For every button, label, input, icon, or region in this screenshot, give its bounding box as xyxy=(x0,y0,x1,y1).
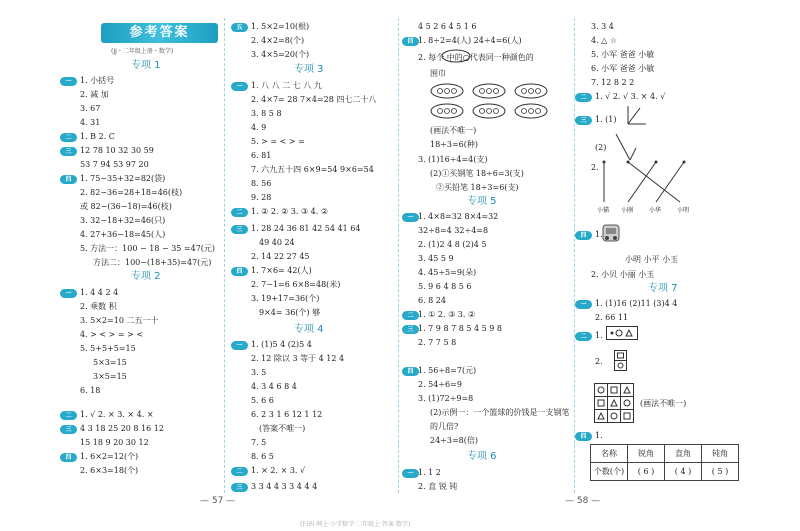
table-header: 钝角 xyxy=(702,445,739,463)
answer-line: 1. xyxy=(595,230,603,239)
answer-line: (2) xyxy=(595,143,607,152)
answer-line: 2. 82−36=28+18=46(枝) xyxy=(80,188,183,197)
part-badge: 三 xyxy=(60,147,77,156)
part-badge: 二 xyxy=(402,311,419,320)
answer-line: 53 7 94 53 97 20 xyxy=(80,160,149,169)
part-badge: 三 xyxy=(60,425,77,434)
name-label: 小猫 xyxy=(597,207,610,214)
part-badge: 一 xyxy=(60,289,77,298)
part-badge: 三 xyxy=(402,325,419,334)
part-badge: 四 xyxy=(60,453,77,462)
answer-line: 1. B 2. C xyxy=(80,132,115,141)
answer-line: 1. × 2. × 3. √ xyxy=(251,466,306,475)
object-picture xyxy=(602,223,620,243)
answer-line: 49 40 24 xyxy=(259,238,295,247)
column-divider xyxy=(224,18,225,493)
column-divider xyxy=(574,18,575,493)
answer-line: 3. 67 xyxy=(80,104,101,113)
answer-key-title: 参考答案 xyxy=(101,23,218,43)
answer-line: 2. 乘数 积 xyxy=(80,302,117,311)
answer-line: 1. 6×2=12(个) xyxy=(80,452,139,461)
oval-icon xyxy=(441,49,471,63)
answer-line: 2. (1)2 4 8 (2)4 5 xyxy=(418,240,487,249)
answer-line: 1. 8÷2=4(人) 24÷4=6(人) xyxy=(418,36,522,45)
answer-line: 2. 7 7 5 8 xyxy=(418,338,457,347)
answer-line: 5. 5+5+5=15 xyxy=(80,344,136,353)
section-title-4: 专项 4 xyxy=(294,324,324,335)
part-badge: 四 xyxy=(231,267,248,276)
answer-line: 2. xyxy=(591,163,599,172)
answer-key-subtitle: (JJ・二年级上册・数学) xyxy=(111,48,174,55)
answer-line: 1. √ 2. √ 3. × 4. √ xyxy=(595,92,666,101)
answer-line: 3 3 4 4 3 3 4 4 4 xyxy=(251,482,318,491)
part-badge: 三 xyxy=(231,483,248,492)
answer-line: 6. 8 24 xyxy=(418,296,446,305)
right-angle-figure xyxy=(618,106,648,130)
answer-line: 6. 18 xyxy=(80,386,101,395)
name-label: 小明 xyxy=(677,207,690,214)
answer-line: 24÷3=8(倍) xyxy=(430,436,479,445)
answer-line: 2. 小贝 小丽 小玉 xyxy=(591,270,655,279)
answer-line: 2. 14 22 27 45 xyxy=(251,252,310,261)
answer-line: 3. 5 xyxy=(251,368,267,377)
answer-line: 7. 12 8 2 2 xyxy=(591,78,635,87)
table-header: 名称 xyxy=(591,445,628,463)
answer-line: 3. 8 5 8 xyxy=(251,109,282,118)
answer-line: 1. 28 24 36 81 42 54 41 64 xyxy=(251,224,361,233)
part-badge: 一 xyxy=(231,341,248,350)
answer-line: 的几倍? xyxy=(430,422,459,431)
answer-line: 4. 9 xyxy=(251,123,267,132)
answer-line: (答案不唯一) xyxy=(259,424,306,433)
answer-line: 1. 八 八 二 七 八 九 xyxy=(251,81,322,90)
page-number-left: — 57 — xyxy=(200,496,236,506)
answer-line: ②买铅笔 18÷3=6(支) xyxy=(436,183,519,192)
part-badge: 二 xyxy=(231,467,248,476)
name-label: 小刚 xyxy=(621,207,634,214)
answer-line: 2. 7−1=6 6×8=48(米) xyxy=(251,280,341,289)
answer-line: 7. 5 xyxy=(251,438,267,447)
part-badge: 一 xyxy=(575,300,592,309)
part-badge: 二 xyxy=(575,93,592,102)
answer-line: 3. 19+17=36(个) xyxy=(251,294,320,303)
answer-line: 1. 7×6= 42(人) xyxy=(251,266,312,275)
answer-line: 9. 28 xyxy=(251,193,272,202)
matching-lines-diagram xyxy=(598,160,698,206)
answer-line: 1. (1) xyxy=(595,115,617,124)
part-badge: 四 xyxy=(60,175,77,184)
answer-line: 1. xyxy=(595,431,603,440)
part-badge: 四 xyxy=(402,367,419,376)
answer-line: 4 3 18 25 20 8 16 12 xyxy=(80,424,164,433)
angle-count-table xyxy=(590,444,739,481)
answer-line: 5. 小军 爸爸 小敏 xyxy=(591,50,655,59)
section-title-1: 专项 1 xyxy=(131,60,161,71)
answer-line: 5. 6 6 xyxy=(251,396,274,405)
answer-line: 3. 4×5=20(个) xyxy=(251,50,310,59)
part-badge: 四 xyxy=(402,37,419,46)
answer-line: 5. 9 6 4 8 5 6 xyxy=(418,282,472,291)
answer-line: 3. (1)16÷4=4(支) xyxy=(418,155,488,164)
answer-line: 8. 56 xyxy=(251,179,272,188)
answer-line: 2. 减 加 xyxy=(80,90,109,99)
answer-line: 6. 小军 爸爸 小敏 xyxy=(591,64,655,73)
answer-line: 2. 66 11 xyxy=(595,313,629,322)
answer-line: 3. (1)72÷9=8 xyxy=(418,394,474,403)
answer-line: 2. 6×3=18(个) xyxy=(80,466,139,475)
answer-line: 1. 7 9 8 7 8 5 4 5 9 8 xyxy=(418,324,502,333)
column-divider xyxy=(398,18,399,493)
part-badge: 一 xyxy=(402,469,419,478)
answer-line: 1. √ 2. × 3. × 4. × xyxy=(80,410,154,419)
answer-line: 32÷8=4 32÷4=8 xyxy=(418,226,489,235)
answer-line: 5×3=15 xyxy=(93,358,127,367)
answer-line: 1. 5×2=10(根) xyxy=(251,22,310,31)
part-badge: 二 xyxy=(60,411,77,420)
answer-line: 5. 方法一：100 − 18 − 35 =47(元) xyxy=(80,244,216,253)
part-badge: 一 xyxy=(60,77,77,86)
part-badge: 四 xyxy=(575,231,592,240)
table-header: 锐角 xyxy=(628,445,665,463)
section-title-2: 专项 2 xyxy=(131,271,161,282)
answer-line: 3. 3 4 xyxy=(591,22,614,31)
answer-line: 4. △ ☆ xyxy=(591,36,618,45)
section-title-5: 专项 5 xyxy=(467,196,497,207)
answer-line: 4. 27+36−18=45(人) xyxy=(80,230,166,239)
answer-line: 18÷3=6(种) xyxy=(430,140,479,149)
answer-line: 2. 4×7= 28 7×4=28 四七二十八 xyxy=(251,95,377,104)
answer-line: 8. 6 5 xyxy=(251,452,274,461)
table-cell: 个数(个) xyxy=(591,463,628,481)
part-badge: 二 xyxy=(231,208,248,217)
answer-line: 4 5 2 6 4 5 1 6 xyxy=(418,22,477,31)
section-title-3: 专项 3 xyxy=(294,64,324,75)
answer-line: 1. (1)16 (2)11 (3)4 4 xyxy=(595,299,678,308)
answer-line: 1. (1)5 4 (2)5 4 xyxy=(251,340,312,349)
shape-grid-small xyxy=(614,350,628,372)
answer-line: 1. 1 2 xyxy=(418,468,441,477)
answer-line: 1. 56÷8=7(元) xyxy=(418,366,477,375)
page-number-right: — 58 — xyxy=(565,496,601,506)
name-label: 小华 xyxy=(649,207,662,214)
answer-line: 6. 2 3 1 6 12 1 12 xyxy=(251,410,323,419)
scarf-grouping-diagram xyxy=(430,82,560,122)
answer-line: 3. 32−18+32=46(只) xyxy=(80,216,166,225)
answer-line: 4. > < > = > < xyxy=(80,330,144,339)
answer-line: 小明 小平 小玉 xyxy=(625,255,679,264)
shape-sequence-box xyxy=(606,326,638,340)
part-badge: 一 xyxy=(231,82,248,91)
answer-line: 3. 5×2=10 二五一十 xyxy=(80,316,159,325)
part-badge: 五 xyxy=(231,23,248,32)
answer-line: 4. 3 4 6 8 4 xyxy=(251,382,297,391)
answer-line: 2. 直 锐 钝 xyxy=(418,482,458,491)
answer-line: 1. ② 2. ② 3. ③ 4. ② xyxy=(251,207,329,216)
part-badge: 四 xyxy=(575,432,592,441)
answer-line: 2. 每个 中的○代表同一种颜色的 xyxy=(418,53,534,62)
part-badge: 三 xyxy=(575,116,592,125)
answer-line: 3×5=15 xyxy=(93,372,127,381)
answer-line: 3. 45 5 9 xyxy=(418,254,454,263)
answer-line: (2)示例一：一个篮球的价钱是一支钢笔 xyxy=(430,408,570,417)
answer-line: 9×4= 36(个) 够 xyxy=(259,308,321,317)
answer-line: 4. 31 xyxy=(80,118,101,127)
part-badge: 三 xyxy=(231,225,248,234)
answer-line: 1. xyxy=(595,331,603,340)
answer-line: 5. > = < > = xyxy=(251,137,305,146)
answer-line: (画法不唯一) xyxy=(430,126,477,135)
answer-line: (2)①买钢笔 18÷6=3(支) xyxy=(430,169,524,178)
answer-line: 2. xyxy=(595,357,603,366)
table-cell: ( 6 ) xyxy=(628,463,665,481)
section-title-6: 专项 6 xyxy=(467,451,497,462)
answer-line: 或 82−(36−18)=46(枝) xyxy=(80,202,172,211)
answer-line: 2. 4×2=8(个) xyxy=(251,36,305,45)
part-badge: 一 xyxy=(402,213,419,222)
answer-line: 围巾 xyxy=(430,69,446,78)
answer-line: 方法二：100−(18+35)=47(元) xyxy=(93,258,212,267)
answer-line: 12 78 10 32 30 59 xyxy=(80,146,154,155)
answer-line: 1. ① 2. ③ 3. ② xyxy=(418,310,476,319)
answer-line: 7. 六九五十四 6×9=54 9×6=54 xyxy=(251,165,374,174)
answer-line: 15 18 9 20 30 12 xyxy=(80,438,149,447)
answer-line: 4. 45÷5=9(朵) xyxy=(418,268,477,277)
answer-line: 6. 81 xyxy=(251,151,272,160)
answer-line: 2. 54÷6=9 xyxy=(418,380,462,389)
answer-line: 1. 4 4 2 4 xyxy=(80,288,119,297)
answer-line: 2. 12 除以 3 等于 4 12 4 xyxy=(251,354,345,363)
shape-grid-large xyxy=(594,383,634,423)
answer-line: 1. 4×8=32 8×4=32 xyxy=(418,212,499,221)
part-badge: 二 xyxy=(60,133,77,142)
part-badge: 二 xyxy=(575,332,592,341)
table-cell: ( 5 ) xyxy=(702,463,739,481)
answer-line: (画法不唯一) xyxy=(640,399,687,408)
table-header: 直角 xyxy=(665,445,702,463)
table-cell: ( 4 ) xyxy=(665,463,702,481)
section-title-7: 专项 7 xyxy=(648,283,678,294)
answer-line: 1. 75−35+32=82(袋) xyxy=(80,174,166,183)
answer-line: 1. 小括号 xyxy=(80,76,115,85)
bottom-caption: (扫码·网上·小学数学·二年级上·答案·数学) xyxy=(300,521,411,528)
